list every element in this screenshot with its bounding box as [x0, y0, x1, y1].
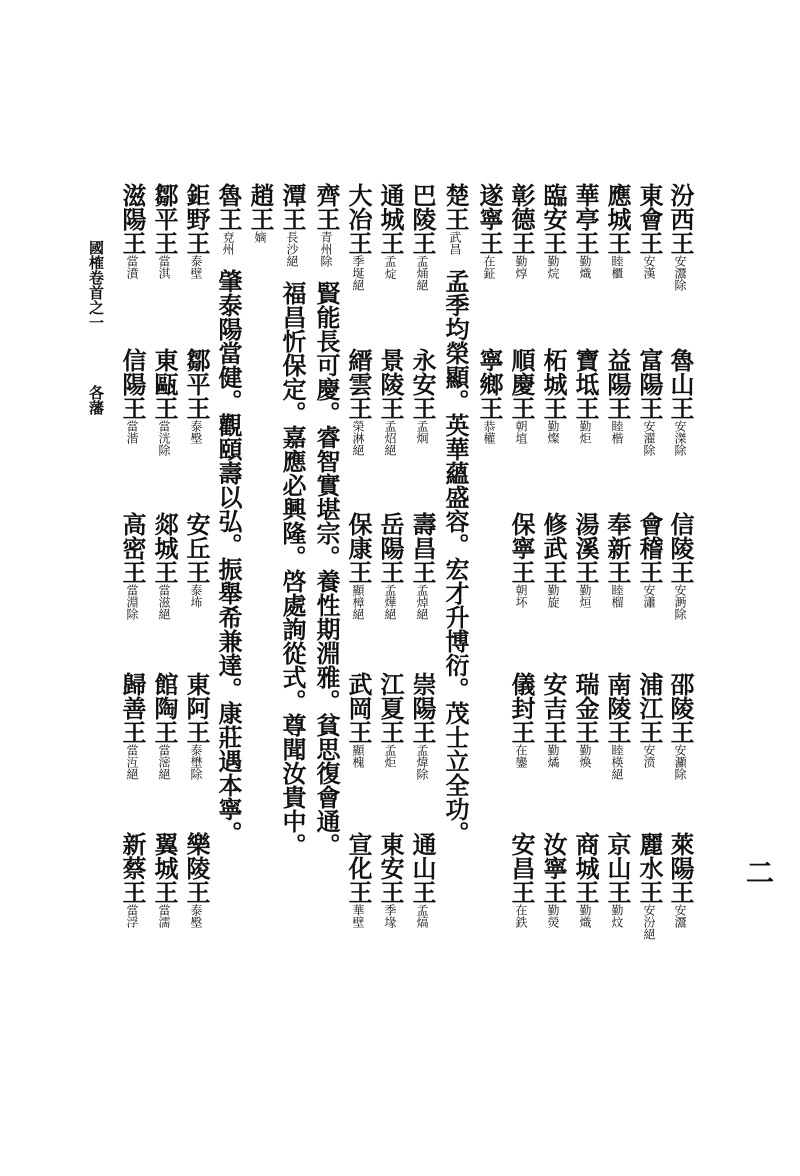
- prince-note: 孟炬: [383, 744, 397, 768]
- prince-entry: [635, 672, 664, 768]
- prince-note: 勤熒: [546, 904, 560, 928]
- prince-note: 孟燁絕: [383, 584, 397, 620]
- prince-name: 岳陽王: [376, 512, 405, 584]
- prince-name: 汝寧王: [539, 832, 568, 904]
- prince-entry: [408, 512, 437, 620]
- prince-name: 安吉王: [539, 672, 568, 744]
- prince-note: 安汾絕: [642, 904, 656, 940]
- prince-name: 高密王: [118, 512, 147, 584]
- text-column: [214, 183, 243, 845]
- prince-note: 泰壂: [189, 904, 203, 928]
- prince-note: 華壁: [351, 904, 365, 928]
- prince-title: 楚王: [441, 183, 470, 231]
- prince-note: 當洸除: [157, 420, 171, 456]
- prince-name: 壽昌王: [408, 512, 437, 584]
- prince-note: 安瀟: [642, 584, 656, 608]
- prince-name: 邵陵王: [666, 672, 695, 744]
- prince-entry: [603, 832, 632, 928]
- prince-entry: [118, 512, 147, 620]
- prince-note: 在鑾: [514, 744, 528, 768]
- prince-name: 安丘王: [182, 512, 211, 584]
- prince-note: 當浮: [125, 904, 139, 928]
- prince-note: 安𣸣: [642, 744, 656, 768]
- prince-name: 通山王: [408, 832, 437, 904]
- prince-name: 湯溪王: [571, 512, 600, 584]
- prince-entry: [666, 672, 695, 780]
- prince-name: 保康王: [344, 512, 373, 584]
- prince-name: 應城王: [603, 183, 632, 255]
- prince-entry: [666, 512, 695, 620]
- prince-name: 修武王: [539, 512, 568, 584]
- prince-title: 趙王: [246, 183, 275, 231]
- prince-entry: [571, 832, 600, 928]
- prince-entry: [376, 672, 405, 768]
- prince-name: 信陵王: [666, 512, 695, 584]
- prince-name: 寶坻王: [571, 348, 600, 420]
- prince-note: 睦楧絕: [610, 744, 624, 780]
- generation-poem: 賢能長可慶。睿智實堪宗。養性期淵雅。貧思復會通。: [312, 281, 341, 857]
- prince-note: 朝埴: [514, 420, 528, 444]
- prince-name: 京山王: [603, 832, 632, 904]
- prince-name: 南陵王: [603, 672, 632, 744]
- prince-entry: [475, 348, 504, 444]
- generation-poem: 肇泰陽當健。觀頤壽以弘。振舉希兼達。康莊遇本寧。: [214, 269, 243, 845]
- prince-entry: [376, 348, 405, 456]
- prince-name: 順慶王: [507, 348, 536, 420]
- prince-name: 益陽王: [603, 348, 632, 420]
- prince-note: 當濡: [157, 904, 171, 928]
- prince-entry: [344, 672, 373, 768]
- prince-entry: [150, 672, 179, 780]
- section-title: 各藩: [87, 385, 105, 415]
- prince-entry: [182, 348, 211, 444]
- prince-note: 孟煒除: [415, 744, 429, 780]
- prince-entry: [603, 183, 632, 279]
- prince-note: 當沍絕: [125, 744, 139, 780]
- prince-name: 魯山王: [666, 348, 695, 420]
- prince-note: 兗州: [221, 231, 235, 255]
- generation-poem: 福昌忻保定。嘉應必興隆。啓處詢從式。尊聞汝貴中。: [278, 281, 307, 857]
- prince-note: 安漢: [642, 255, 656, 279]
- prince-name: 富陽王: [635, 348, 664, 420]
- prince-note: 武昌: [448, 231, 462, 255]
- prince-name: 麗水王: [635, 832, 664, 904]
- prince-entry: [603, 512, 632, 608]
- prince-entry: [408, 183, 437, 291]
- prince-entry: [635, 348, 664, 456]
- prince-entry: [408, 672, 437, 780]
- prince-entry: [635, 512, 664, 608]
- prince-title: 潭王: [278, 183, 307, 231]
- prince-note: 孟𤊟: [383, 255, 397, 279]
- prince-entry: [571, 512, 600, 608]
- prince-name: 縉雲王: [344, 348, 373, 420]
- prince-entry: [150, 832, 179, 928]
- prince-name: 武岡王: [344, 672, 373, 744]
- prince-note: 泰㘵: [189, 584, 203, 608]
- prince-name: 安昌王: [507, 832, 536, 904]
- prince-note: 勤旋: [546, 584, 560, 608]
- prince-note: 當淇: [157, 255, 171, 279]
- prince-name: 儀封王: [507, 672, 536, 744]
- text-column: [246, 183, 275, 243]
- prince-entry: [539, 832, 568, 928]
- page-number: 二: [742, 858, 775, 886]
- prince-name: 鉅野王: [182, 183, 211, 255]
- prince-note: 泰壄除: [189, 744, 203, 780]
- prince-entry: [118, 672, 147, 780]
- prince-note: 安灊: [673, 904, 687, 928]
- prince-name: 永安王: [408, 348, 437, 420]
- prince-note: 榮淋絕: [351, 420, 365, 456]
- prince-name: 樂陵王: [182, 832, 211, 904]
- prince-note: 顯槐: [351, 744, 365, 768]
- prince-entry: [603, 672, 632, 780]
- prince-note: 孟炤絕: [383, 420, 397, 456]
- prince-entry: [118, 183, 147, 279]
- prince-note: 勤炬: [578, 420, 592, 444]
- prince-entry: [150, 512, 179, 620]
- prince-entry: [539, 512, 568, 608]
- prince-note: 嫡: [253, 231, 267, 243]
- prince-entry: [408, 832, 437, 928]
- prince-note: 安濯除: [642, 420, 656, 456]
- prince-name: 崇陽王: [408, 672, 437, 744]
- prince-entry: [344, 348, 373, 456]
- prince-entry: [539, 348, 568, 444]
- prince-note: 當淵除: [125, 584, 139, 620]
- prince-name: 彰德王: [507, 183, 536, 255]
- prince-name: 東阿王: [182, 672, 211, 744]
- prince-name: 商城王: [571, 832, 600, 904]
- prince-name: 臨安王: [539, 183, 568, 255]
- prince-note: 安㴐除: [673, 584, 687, 620]
- generation-poem: 孟季均榮顯。英華蘊盛容。宏才升博衍。茂士立全功。: [441, 269, 470, 845]
- prince-note: 孟㷁絕: [415, 255, 429, 291]
- prince-entry: [182, 183, 211, 279]
- prince-name: 鄒平王: [182, 348, 211, 420]
- prince-note: 在鉄: [514, 904, 528, 928]
- prince-note: 季堟: [383, 904, 397, 928]
- book-title: 國榷卷首之一: [87, 240, 105, 330]
- prince-name: 新蔡王: [118, 832, 147, 904]
- prince-note: 顯樟絕: [351, 584, 365, 620]
- prince-entry: [571, 672, 600, 768]
- prince-note: 當滵絕: [157, 744, 171, 780]
- prince-title: 魯王: [214, 183, 243, 231]
- prince-note: 安灦除: [673, 744, 687, 780]
- prince-note: 泰壂: [189, 420, 203, 444]
- prince-entry: [507, 832, 536, 928]
- prince-name: 郯城王: [150, 512, 179, 584]
- prince-note: 當湝: [125, 420, 139, 444]
- prince-note: 勤燏: [546, 744, 560, 768]
- prince-note: 安灊除: [673, 255, 687, 291]
- prince-entry: [376, 832, 405, 928]
- prince-entry: [603, 348, 632, 444]
- prince-entry: [635, 832, 664, 940]
- prince-name: 柘城王: [539, 348, 568, 420]
- prince-note: 勤烷: [546, 255, 560, 279]
- prince-name: 東會王: [635, 183, 664, 255]
- prince-name: 華亭王: [571, 183, 600, 255]
- prince-note: 長沙絕: [285, 231, 299, 267]
- prince-entry: [376, 512, 405, 620]
- prince-name: 巴陵王: [408, 183, 437, 255]
- prince-entry: [182, 672, 211, 780]
- prince-note: 勤煥: [578, 744, 592, 768]
- prince-entry: [344, 832, 373, 928]
- prince-note: 當濆: [125, 255, 139, 279]
- prince-note: 朝坏: [514, 584, 528, 608]
- prince-note: 睦楷: [610, 420, 624, 444]
- prince-note: 睦榴: [610, 584, 624, 608]
- prince-name: 汾西王: [666, 183, 695, 255]
- prince-name: 滋陽王: [118, 183, 147, 255]
- prince-name: 宣化王: [344, 832, 373, 904]
- prince-name: 會稽王: [635, 512, 664, 584]
- prince-entry: [666, 832, 695, 928]
- prince-note: 勤炆: [610, 904, 624, 928]
- prince-note: 孟熇: [415, 904, 429, 928]
- prince-entry: [571, 348, 600, 444]
- prince-name: 東安王: [376, 832, 405, 904]
- prince-name: 翼城王: [150, 832, 179, 904]
- prince-entry: [475, 183, 504, 279]
- prince-note: 孟焯絕: [415, 584, 429, 620]
- text-column: [441, 183, 470, 845]
- prince-entry: [571, 183, 600, 279]
- prince-entry: [539, 183, 568, 279]
- text-column: [312, 183, 341, 857]
- prince-entry: [182, 512, 211, 608]
- prince-entry: [344, 183, 373, 291]
- prince-note: 恭權: [482, 420, 496, 444]
- prince-entry: [507, 183, 536, 279]
- prince-note: 安滐除: [673, 420, 687, 456]
- prince-entry: [376, 183, 405, 279]
- prince-name: 鄒平王: [150, 183, 179, 255]
- prince-note: 青州除: [319, 231, 333, 267]
- prince-name: 保寧王: [507, 512, 536, 584]
- prince-entry: [507, 672, 536, 768]
- prince-entry: [118, 832, 147, 928]
- prince-note: 睦櫃: [610, 255, 624, 279]
- prince-title: 齊王: [312, 183, 341, 231]
- prince-note: 勤焞: [514, 255, 528, 279]
- prince-name: 江夏王: [376, 672, 405, 744]
- prince-entry: [118, 348, 147, 444]
- prince-note: 當滋絕: [157, 584, 171, 620]
- prince-note: 孟炯: [415, 420, 429, 444]
- prince-name: 信陽王: [118, 348, 147, 420]
- prince-name: 萊陽王: [666, 832, 695, 904]
- prince-note: 勤燦: [546, 420, 560, 444]
- prince-entry: [539, 672, 568, 768]
- prince-note: 泰壁: [189, 255, 203, 279]
- prince-name: 浦江王: [635, 672, 664, 744]
- prince-entry: [182, 832, 211, 928]
- text-column: [278, 183, 307, 857]
- prince-note: 勤熾: [578, 255, 592, 279]
- prince-note: 季埏絕: [351, 255, 365, 291]
- prince-note: 勤烜: [578, 584, 592, 608]
- prince-entry: [344, 512, 373, 620]
- prince-entry: [150, 348, 179, 456]
- prince-name: 大冶王: [344, 183, 373, 255]
- prince-entry: [666, 348, 695, 456]
- prince-name: 館陶王: [150, 672, 179, 744]
- prince-name: 奉新王: [603, 512, 632, 584]
- prince-name: 東甌王: [150, 348, 179, 420]
- prince-name: 景陵王: [376, 348, 405, 420]
- prince-entry: [507, 512, 536, 608]
- prince-name: 通城王: [376, 183, 405, 255]
- prince-entry: [635, 183, 664, 279]
- prince-name: 瑞金王: [571, 672, 600, 744]
- prince-name: 遂寧王: [475, 183, 504, 255]
- prince-note: 勤熾: [578, 904, 592, 928]
- prince-entry: [408, 348, 437, 444]
- prince-note: 在鉦: [482, 255, 496, 279]
- prince-name: 寧鄉王: [475, 348, 504, 420]
- prince-entry: [666, 183, 695, 291]
- prince-entry: [507, 348, 536, 444]
- prince-name: 歸善王: [118, 672, 147, 744]
- prince-entry: [150, 183, 179, 279]
